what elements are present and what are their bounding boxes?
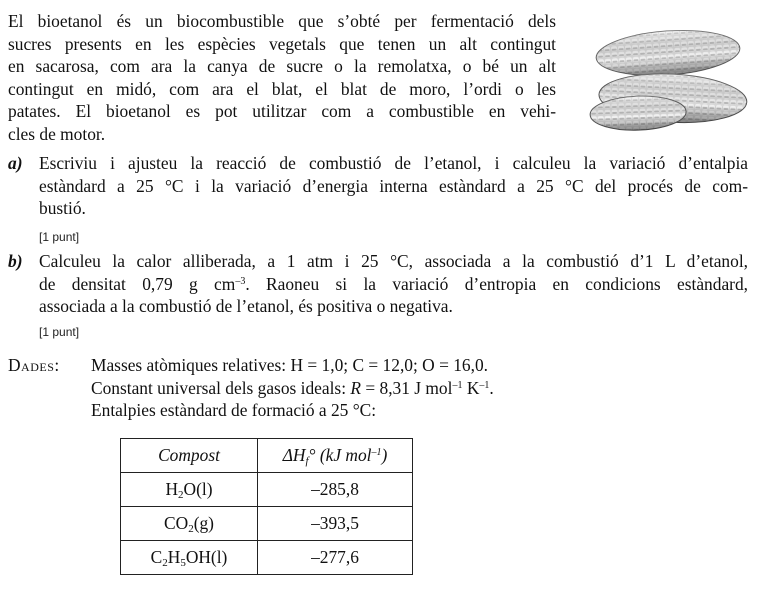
question-b-points: [1 punt] (39, 325, 80, 339)
corn-cobs-image (583, 18, 753, 136)
enthalpy-table (120, 438, 413, 575)
intro-line: sucres presents en les espècies vegetals que tenen un alt contingut (8, 33, 556, 54)
question-b (8, 250, 748, 318)
table-row (121, 541, 413, 575)
table-row (121, 507, 413, 541)
question-b-line: de densitat 0,79 g $cm^{-3}$. Raoneu si la variació d’entropia en condicions estàndard, (39, 273, 748, 294)
compound-cell: $C_2H_5OH(l)$ (121, 541, 258, 575)
intro-paragraph (8, 10, 556, 146)
question-a (8, 152, 748, 220)
table-row (121, 473, 413, 507)
enthalpy-value: –393,5 (258, 507, 413, 541)
intro-line: El bioetanol és un biocombustible que s’obté per fermentació dels (8, 11, 556, 31)
intro-line: en sacarosa, com ara la canya de sucre o la remolatxa, o bé un alt (8, 56, 556, 77)
question-a-line: Escriviu i ajusteu la reacció de combustió de l’etanol, i calculeu la variació d’entalpia (39, 153, 748, 173)
intro-line: contingut en midó, com ara el blat, el blat de moro, l’ordi o les (8, 78, 556, 99)
question-b-line: Calculeu la calor alliberada, a 1 atm i 25 °C, associada a la combustió d’1 L d’etanol, (39, 251, 748, 271)
question-a-line: estàndard a 25 °C i la variació d’energia interna estàndard a 25 °C del procés de com- (39, 175, 748, 196)
gas-constant: Constant universal dels gasos ideals: R = 8,31 J mol$^{-1}$ $K^{-1}$. (91, 377, 494, 398)
enthalpy-value: –285,8 (258, 473, 413, 507)
question-a-line: bustió. (39, 198, 86, 219)
intro-line: cles de motor. (8, 123, 106, 144)
data-heading: Dades: (8, 355, 60, 375)
table-header-row (121, 439, 413, 473)
question-b-label: b) (8, 251, 23, 271)
compound-cell: $H_2O(l)$ (121, 473, 258, 507)
intro-line: patates. El bioetanol es pot utilitzar com a combustible en vehi- (8, 101, 556, 122)
compound-cell: $CO_2(g)$ (121, 507, 258, 541)
question-a-label: a) (8, 153, 23, 173)
enthalpy-caption: Entalpies estàndard de formació a 25 °C: (91, 400, 377, 421)
question-b-line: associada a la combustió de l’etanol, és positiva o negativa. (39, 296, 453, 317)
atomic-masses: Masses atòmiques relatives: H = 1,0; C = 12,0; O = 16,0. (91, 355, 489, 375)
question-a-points: [1 punt] (39, 230, 80, 244)
header-enthalpy: $\Delta H_f^\circ$ (kJ mol$^{-1}$) (258, 439, 413, 473)
header-compost: Compost (121, 439, 258, 473)
enthalpy-value: –277,6 (258, 541, 413, 575)
